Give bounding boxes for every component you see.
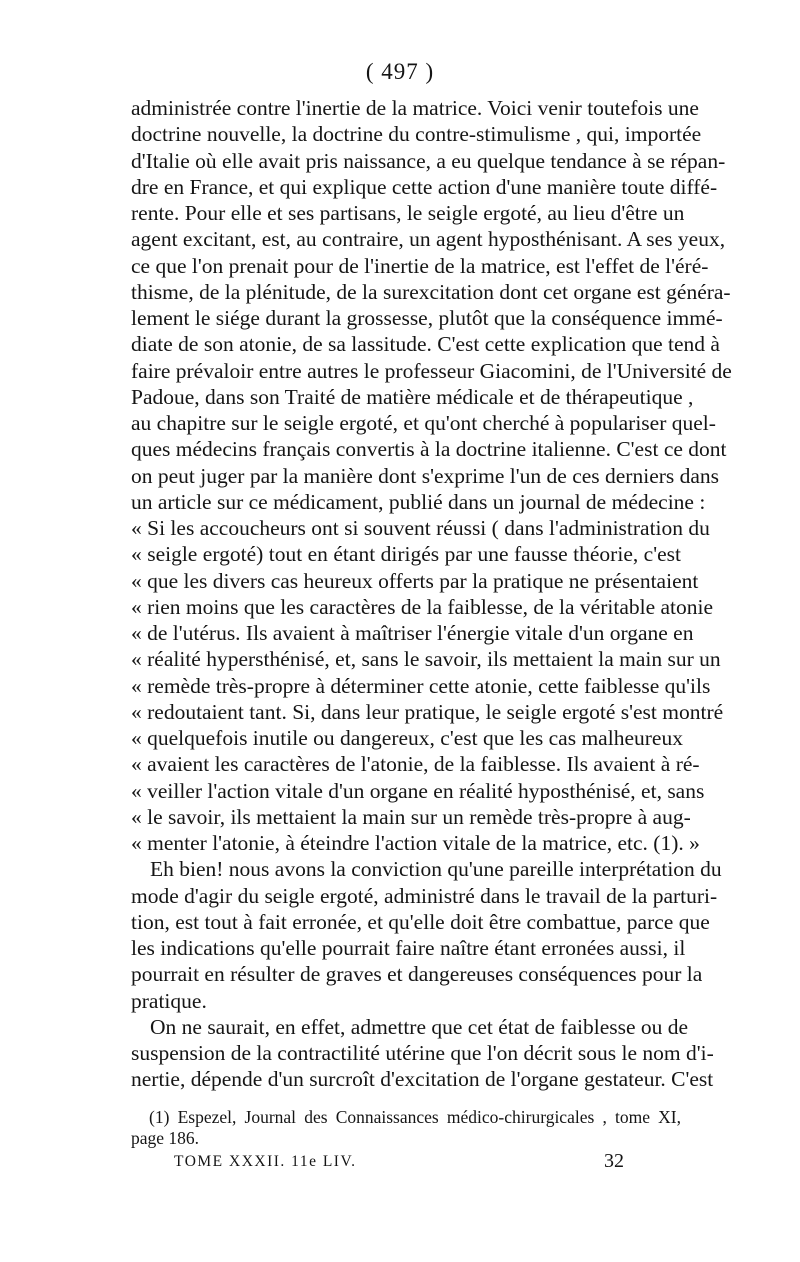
body-text (131, 95, 732, 1093)
footnote-line: page 186. (131, 1128, 200, 1148)
sheet-number: 32 (604, 1150, 624, 1172)
text-line: pourrait en résulter de graves et dangereuses conséquences pour la (131, 962, 703, 987)
text-line: On ne saurait, en effet, admettre que cet état de faiblesse ou de (150, 1014, 689, 1039)
text-line: mode d'agir du seigle ergoté, administré dans le travail de la parturi- (131, 883, 718, 908)
quote-line: « avaient les caractères de l'atonie, de la faiblesse. Ils avaient à ré- (131, 752, 700, 777)
text-line: doctrine nouvelle, la doctrine du contre-stimulisme , qui, importée (131, 122, 702, 147)
footnote (131, 1107, 681, 1149)
text-line: un article sur ce médicament, publié dans un journal de médecine : (131, 489, 706, 514)
quote-line: « quelquefois inutile ou dangereux, c'est que les cas malheureux (131, 726, 683, 750)
quote-line: « le savoir, ils mettaient la main sur un remède très-propre à aug- (131, 804, 691, 829)
text-line: tion, est tout à fait erronée, et qu'elle doit être combattue, parce que (131, 909, 710, 934)
text-line: on peut juger par la manière dont s'exprime l'un de ces derniers dans (131, 463, 720, 488)
text-line: diate de son atonie, de sa lassitude. C'est cette explication que tend à (131, 332, 720, 357)
text-line: dre en France, et qui explique cette action d'une manière toute diffé- (131, 174, 718, 199)
text-line: administrée contre l'inertie de la matrice. Voici venir toutefois une (131, 96, 699, 120)
quote-line: « de l'utérus. Ils avaient à maîtriser l'énergie vitale d'un organe en (131, 621, 694, 645)
quote-line: « veiller l'action vitale d'un organe en réalité hyposthénisé, et, sans (131, 778, 705, 803)
text-line: les indications qu'elle pourrait faire naître étant erronées aussi, il (131, 936, 686, 960)
text-line: Eh bien! nous avons la conviction qu'une pareille interprétation du (150, 857, 722, 882)
text-line: au chapitre sur le seigle ergoté, et qu'ont cherché à populariser quel- (131, 411, 716, 435)
text-line: ques médecins français convertis à la doctrine italienne. C'est ce dont (131, 437, 727, 462)
text-line: nertie, dépende d'un surcroît d'excitation de l'organe gestateur. C'est (131, 1067, 714, 1092)
quote-line: « menter l'atonie, à éteindre l'action vitale de la matrice, etc. (1). » (131, 831, 700, 855)
text-line: d'Italie où elle avait pris naissance, a eu quelque tendance à se répan- (131, 148, 726, 173)
text-line: lement le siége durant la grossesse, plutôt que la conséquence immé- (131, 306, 723, 330)
text-line: Padoue, dans son Traité de matière médicale et de thérapeutique , (131, 384, 694, 409)
text-line: thisme, de la plénitude, de la surexcitation dont cet organe est généra- (131, 279, 731, 304)
text-line: rente. Pour elle et ses partisans, le seigle ergoté, au lieu d'être un (131, 201, 685, 225)
footnote-line: (1) Espezel, Journal des Connaissances médico-chirurgicales , tome XI, (149, 1107, 681, 1127)
text-line: suspension de la contractilité utérine que l'on décrit sous le nom d'i- (131, 1041, 714, 1065)
quote-line: « que les divers cas heureux offerts par la pratique ne présentaient (131, 568, 699, 593)
text-line: agent excitant, est, au contraire, un agent hyposthénisant. A ses yeux, (131, 227, 726, 252)
quote-line: « Si les accoucheurs ont si souvent réussi ( dans l'administration du (131, 516, 710, 540)
quote-line: « réalité hypersthénisé, et, sans le savoir, ils mettaient la main sur un (131, 647, 721, 672)
text-line: ce que l'on prenait pour de l'inertie de la matrice, est l'effet de l'éré- (131, 253, 709, 278)
page-number: ( 497 ) (365, 59, 435, 84)
printer-signature (174, 1150, 624, 1172)
quote-line: « redoutaient tant. Si, dans leur pratique, le seigle ergoté s'est montré (131, 699, 724, 724)
volume-mark: TOME XXXII. 11e LIV. (174, 1153, 357, 1170)
quote-line: « remède très-propre à déterminer cette atonie, cette faiblesse qu'ils (131, 673, 711, 698)
quote-line: « rien moins que les caractères de la faiblesse, de la véritable atonie (131, 594, 714, 619)
text-line: faire prévaloir entre autres le professeur Giacomini, de l'Université de (131, 358, 732, 383)
quote-line: « seigle ergoté) tout en étant dirigés par une fausse théorie, c'est (131, 542, 681, 567)
text-line: pratique. (131, 988, 207, 1013)
